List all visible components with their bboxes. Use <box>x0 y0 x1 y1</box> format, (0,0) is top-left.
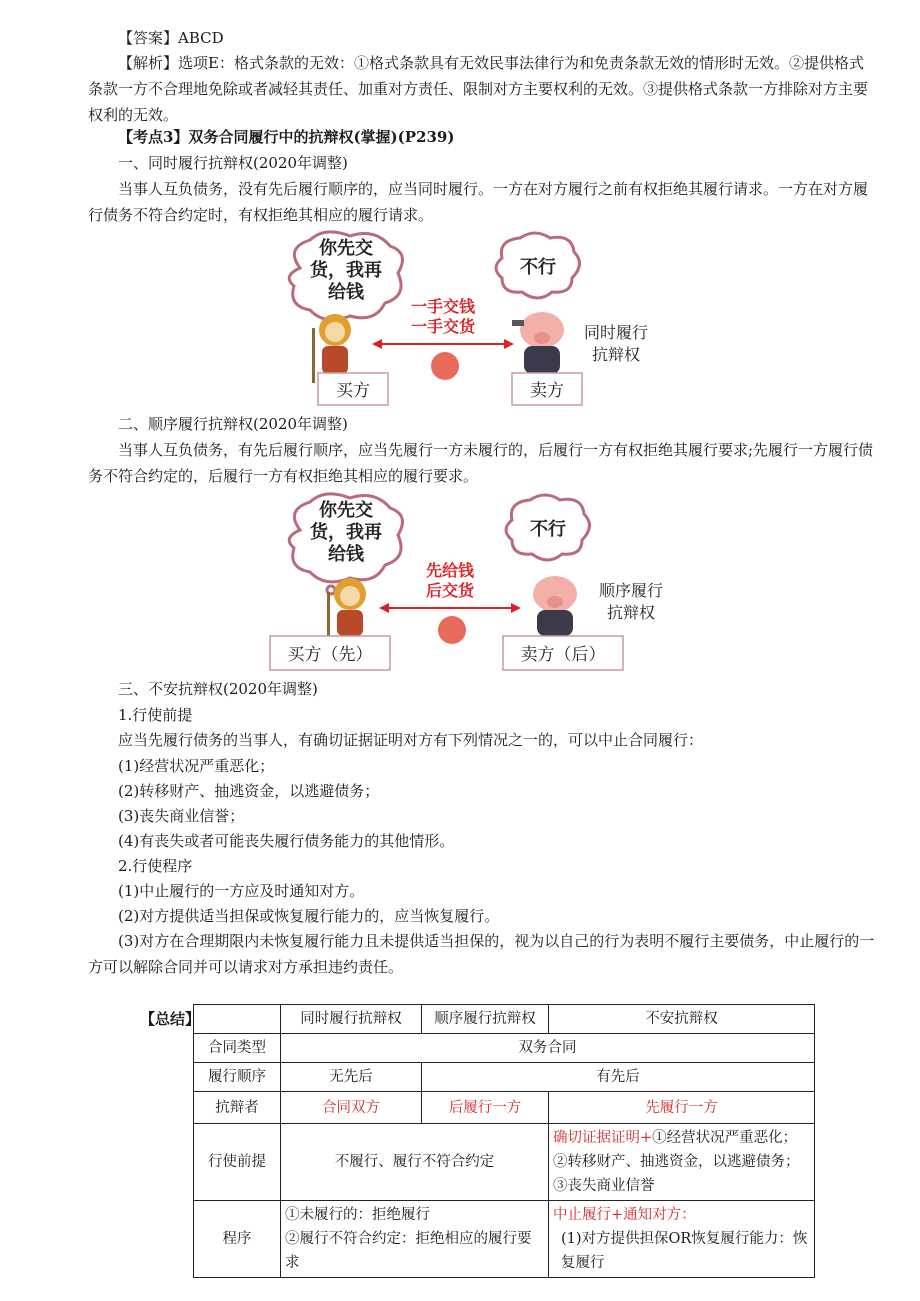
peach-icon <box>438 616 466 644</box>
procedure-insecurity-rest: (1)对方提供担保OR恢复履行能力：恢复履行 <box>561 1231 808 1271</box>
arrow-label-line2: 一手交货 <box>410 317 476 336</box>
procedure-insecurity-red: 中止履行+通知对方： <box>553 1207 696 1223</box>
row-label-party: 抗辩者 <box>194 1092 281 1124</box>
peach-icon <box>431 352 459 380</box>
header-sequential: 顺序履行抗辩权 <box>422 1005 549 1034</box>
party-insecurity: 先履行一方 <box>549 1092 815 1124</box>
section3-sub1: 1.行使前提 <box>118 706 193 724</box>
arrow-head-right <box>511 603 521 613</box>
table-row <box>194 1201 815 1278</box>
side-label-line2: 抗辩权 <box>606 603 656 622</box>
buyer-bubble-line3: 给钱 <box>328 282 364 303</box>
section2-title: 二、顺序履行抗辩权(2020年调整) <box>118 415 348 433</box>
seller-label: 卖方（后） <box>520 645 606 665</box>
summary-lead: 【总结】 <box>140 1010 201 1028</box>
condition-item-4: (4)有丧失或者可能丧失履行债务能力的其他情形。 <box>118 832 455 850</box>
table-row <box>194 1124 815 1201</box>
buyer-bubble-line2: 货，我再 <box>310 260 382 281</box>
arrow-head-left <box>379 603 389 613</box>
table-row <box>194 1092 815 1124</box>
section3-title: 三、不安抗辩权(2020年调整) <box>118 680 318 698</box>
arrow-label-line2: 后交货 <box>425 581 475 600</box>
procedure-item-3: (3)对方在合理期限内未恢复履行能力且未提供适当担保的，视为以自己的行为表明不履行主要债务，中止履行的一方可以解除合同并可以请求对方承担违约责任。 <box>88 932 875 976</box>
row-label-procedure: 程序 <box>194 1201 281 1278</box>
condition-item-3: (3)丧失商业信誉； <box>118 807 245 825</box>
row-label-order: 履行顺序 <box>194 1063 281 1092</box>
section3-intro: 应当先履行债务的当事人，有确切证据证明对方有下列情况之一的，可以中止合同履行： <box>118 731 704 749</box>
condition-item-2: (2)转移财产、抽逃资金，以逃避债务； <box>118 782 380 800</box>
side-label-line2: 抗辩权 <box>591 345 641 364</box>
seller-bubble-text: 不行 <box>530 519 566 540</box>
condition-item-1: (1)经营状况严重恶化； <box>118 757 275 775</box>
buyer-bubble-line3: 给钱 <box>328 544 364 565</box>
summary-table <box>193 1004 815 1278</box>
pig-seller-icon <box>533 576 577 636</box>
answer-line: 【答案】ABCD <box>118 29 224 47</box>
header-insecurity: 不安抗辩权 <box>549 1005 815 1034</box>
premise-simultaneous-sequential: 不履行、履行不符合约定 <box>281 1124 549 1201</box>
section1-title: 一、同时履行抗辩权(2020年调整) <box>118 154 348 172</box>
seller-label: 卖方 <box>530 381 564 401</box>
buyer-bubble-line2: 货，我再 <box>310 522 382 543</box>
party-simultaneous: 合同双方 <box>281 1092 422 1124</box>
row-label-premise: 行使前提 <box>194 1124 281 1201</box>
section1-body: 当事人互负债务，没有先后履行顺序的，应当同时履行。一方在对方履行之前有权拒绝其履行请求。一方在对方履行债务不符合约定时，有权拒绝其相应的履行请求。 <box>88 180 869 224</box>
premise-insecurity-red: 确切证据证明+ <box>553 1130 653 1146</box>
arrow-head-right <box>504 339 514 349</box>
table-header-row <box>194 1005 815 1034</box>
premise-insecurity <box>549 1124 815 1201</box>
row-label-contract: 合同类型 <box>194 1034 281 1063</box>
order-others: 有先后 <box>422 1063 815 1092</box>
seller-bubble-text: 不行 <box>520 257 556 278</box>
procedure-item-2: (2)对方提供适当担保或恢复履行能力的，应当恢复履行。 <box>118 907 500 925</box>
buyer-bubble-line1: 你先交 <box>319 500 373 521</box>
procedure-simultaneous-sequential <box>281 1201 549 1278</box>
section3-sub2: 2.行使程序 <box>118 857 193 875</box>
analysis-paragraph: 【解析】选项E：格式条款的无效：①格式条款具有无效民事法律行为和免责条款无效的情形时无效。②提供格式条款一方不合理地免除或者减轻其责任、加重对方责任、限制对方主要权利的无效。③提供格式条款一方排除对方主要权利的无效。 <box>88 54 869 124</box>
contract-type-value: 双务合同 <box>281 1034 815 1063</box>
arrow-label-line1: 先给钱 <box>425 561 475 580</box>
procedure-line-b: ②履行不符合约定：拒绝相应的履行要求 <box>285 1231 532 1271</box>
premise-insecurity-rest: ①经营状况严重恶化；②转移财产、抽逃资金，以逃避债务；③丧失商业信誉 <box>553 1130 800 1194</box>
section2-body: 当事人互负债务，有先后履行顺序，应当先履行一方未履行的，后履行一方有权拒绝其履行要求;先履行一方履行债务不符合约定的，后履行一方有权拒绝其相应的履行要求。 <box>88 441 874 485</box>
procedure-line-a: ①未履行的：拒绝履行 <box>285 1207 430 1223</box>
order-simultaneous: 无先后 <box>281 1063 422 1092</box>
side-label-line1: 顺序履行 <box>598 581 664 600</box>
topic3-heading: 【考点3】双务合同履行中的抗辩权(掌握)(P239) <box>118 128 455 146</box>
party-sequential: 后履行一方 <box>422 1092 549 1124</box>
buyer-bubble-line1: 你先交 <box>319 238 373 259</box>
arrow-head-left <box>372 339 382 349</box>
table-row <box>194 1034 815 1063</box>
table-row <box>194 1063 815 1092</box>
header-simultaneous: 同时履行抗辩权 <box>281 1005 422 1034</box>
sequential-defense-figure <box>265 490 685 680</box>
header-empty <box>194 1005 281 1034</box>
procedure-item-1: (1)中止履行的一方应及时通知对方。 <box>118 882 365 900</box>
procedure-insecurity <box>549 1201 815 1278</box>
arrow-label-line1: 一手交钱 <box>410 297 476 316</box>
simultaneous-defense-figure <box>280 228 680 414</box>
side-label-line1: 同时履行 <box>583 323 649 342</box>
buyer-label: 买方（先） <box>287 645 373 665</box>
buyer-label: 买方 <box>336 381 370 401</box>
